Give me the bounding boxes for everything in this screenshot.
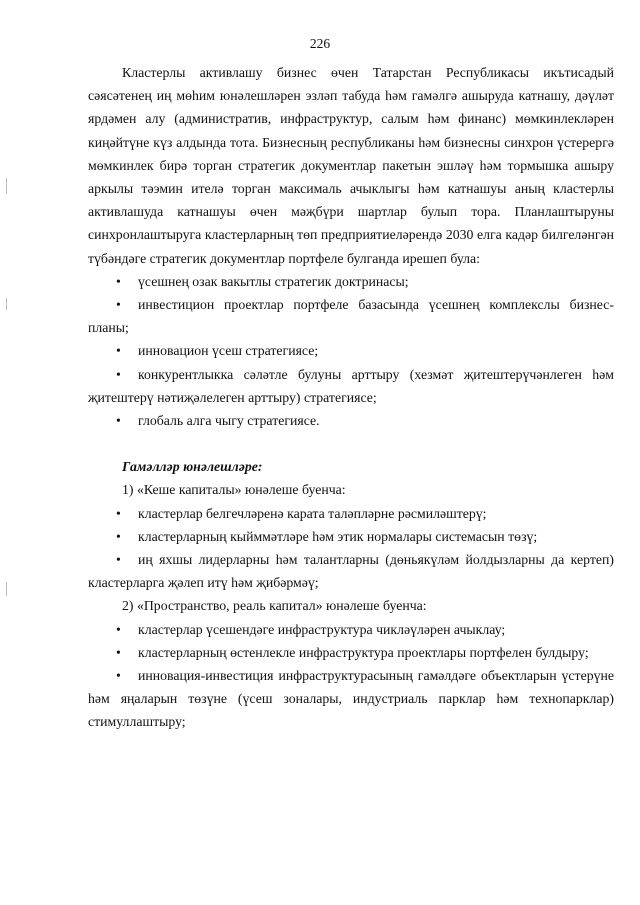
- list-item: [88, 641, 614, 664]
- direction-1-list: [88, 502, 614, 595]
- list-item-text: кластерларның кыйммәтләре һәм этик нормалары системасын төзү;: [138, 528, 538, 544]
- bullet-icon: •: [116, 668, 121, 684]
- list-item: [88, 664, 614, 734]
- section-spacer: [88, 432, 614, 455]
- list-item-text: конкурентлыкка сәләтле булуны арттыру (хезмәт җитештерүчәнлеген һәм җитештерү нәтиҗәлелеген арттыру) стратегиясе;: [88, 366, 614, 405]
- direction-2-title: 2) «Пространство, реаль капитал» юнәлеше буенча:: [122, 598, 427, 614]
- list-item-text: кластерлар белгечләренә карата таләпләрне рәсмиләштерү;: [138, 505, 487, 521]
- bullet-icon: •: [116, 343, 121, 359]
- list-item: [88, 339, 614, 362]
- list-item-text: үсешнең озак вакытлы стратегик доктринасы;: [138, 273, 409, 289]
- bullet-icon: •: [116, 644, 121, 660]
- direction-2-list: [88, 618, 614, 734]
- bullet-icon: •: [116, 528, 121, 544]
- direction-1-title: 1) «Кеше капиталы» юнәлеше буенча:: [122, 482, 346, 498]
- bullet-icon: •: [116, 552, 121, 568]
- list-item-text: кластерлар үсешендәге инфраструктура чикләүләрен ачыклау;: [138, 621, 506, 637]
- intro-paragraph: Кластерлы активлашу бизнес өчен Татарстан Республикасы икътисадый сәясәтенең иң мөһим юнәлешләрен эзләп табуда һәм гамәлгә ашыруда катнашу, дәүләт ярдәмен алу (административ, инфраструктур, салым һәм финанс) мөмкинлекләрен киңәйтүне күз алдында тота. Бизнесның республиканы һәм бизнесны синхрон үстерергә мөмкинлек бирә торган стратегик документлар пакетын эшләү һәм тормышка ашыру аркылы тәэмин ителә торган максималь ачыклыгы һәм катнашуы аның кластерлы активлашуда катнашуы өчен мәҗбүри шартлар булып тора. Планлаштыруны синхронлаштыруга кластерларның төп предприятиеләрендә 2030 елга кадәр билгеләнгән түбәндәге стратегик документлар портфеле булганда ирешеп була:: [88, 65, 614, 266]
- list-item: [88, 363, 614, 409]
- list-item: [88, 548, 614, 594]
- list-item: [88, 525, 614, 548]
- bullet-icon: •: [116, 621, 121, 637]
- bullet-icon: •: [116, 505, 121, 521]
- bullet-icon: •: [116, 297, 121, 313]
- list-item: [88, 502, 614, 525]
- page-number: 226: [309, 36, 331, 51]
- list-item-text: инвестицион проектлар портфеле базасында үсешнең комплекслы бизнес-планы;: [88, 297, 614, 336]
- bullet-icon: •: [116, 273, 121, 289]
- list-item-text: иң яхшы лидерларны һәм талантларны (дөньякүләм йолдызларны да кертеп) кластерларга җәлеп итү һәм җибәрмәү;: [88, 552, 614, 591]
- list-item: [88, 270, 614, 293]
- scan-edge-mark: [6, 178, 7, 194]
- scan-edge-mark: [6, 298, 7, 310]
- section-heading: Гамәлләр юнәлешләре:: [122, 459, 263, 475]
- list-item: [88, 618, 614, 641]
- list-item-text: инновация-инвестиция инфраструктурасының гамәлдәге объектларын үстерүне һәм яңаларын төзүне (үсеш зоналары, индустриаль парклар һәм технопарклар) стимуллаштыру;: [88, 668, 614, 730]
- strategic-documents-list: [88, 270, 614, 432]
- list-item-text: глобаль алга чыгу стратегиясе.: [138, 413, 320, 429]
- list-item-text: кластерларның өстенлекле инфраструктура проектлары портфелен булдыру;: [138, 644, 589, 660]
- list-item: [88, 293, 614, 339]
- list-item-text: инновацион үсеш стратегиясе;: [138, 343, 319, 359]
- page-body: [88, 61, 614, 734]
- bullet-icon: •: [116, 413, 121, 429]
- bullet-icon: •: [116, 366, 121, 382]
- list-item: [88, 409, 614, 432]
- scan-edge-mark: [6, 582, 7, 596]
